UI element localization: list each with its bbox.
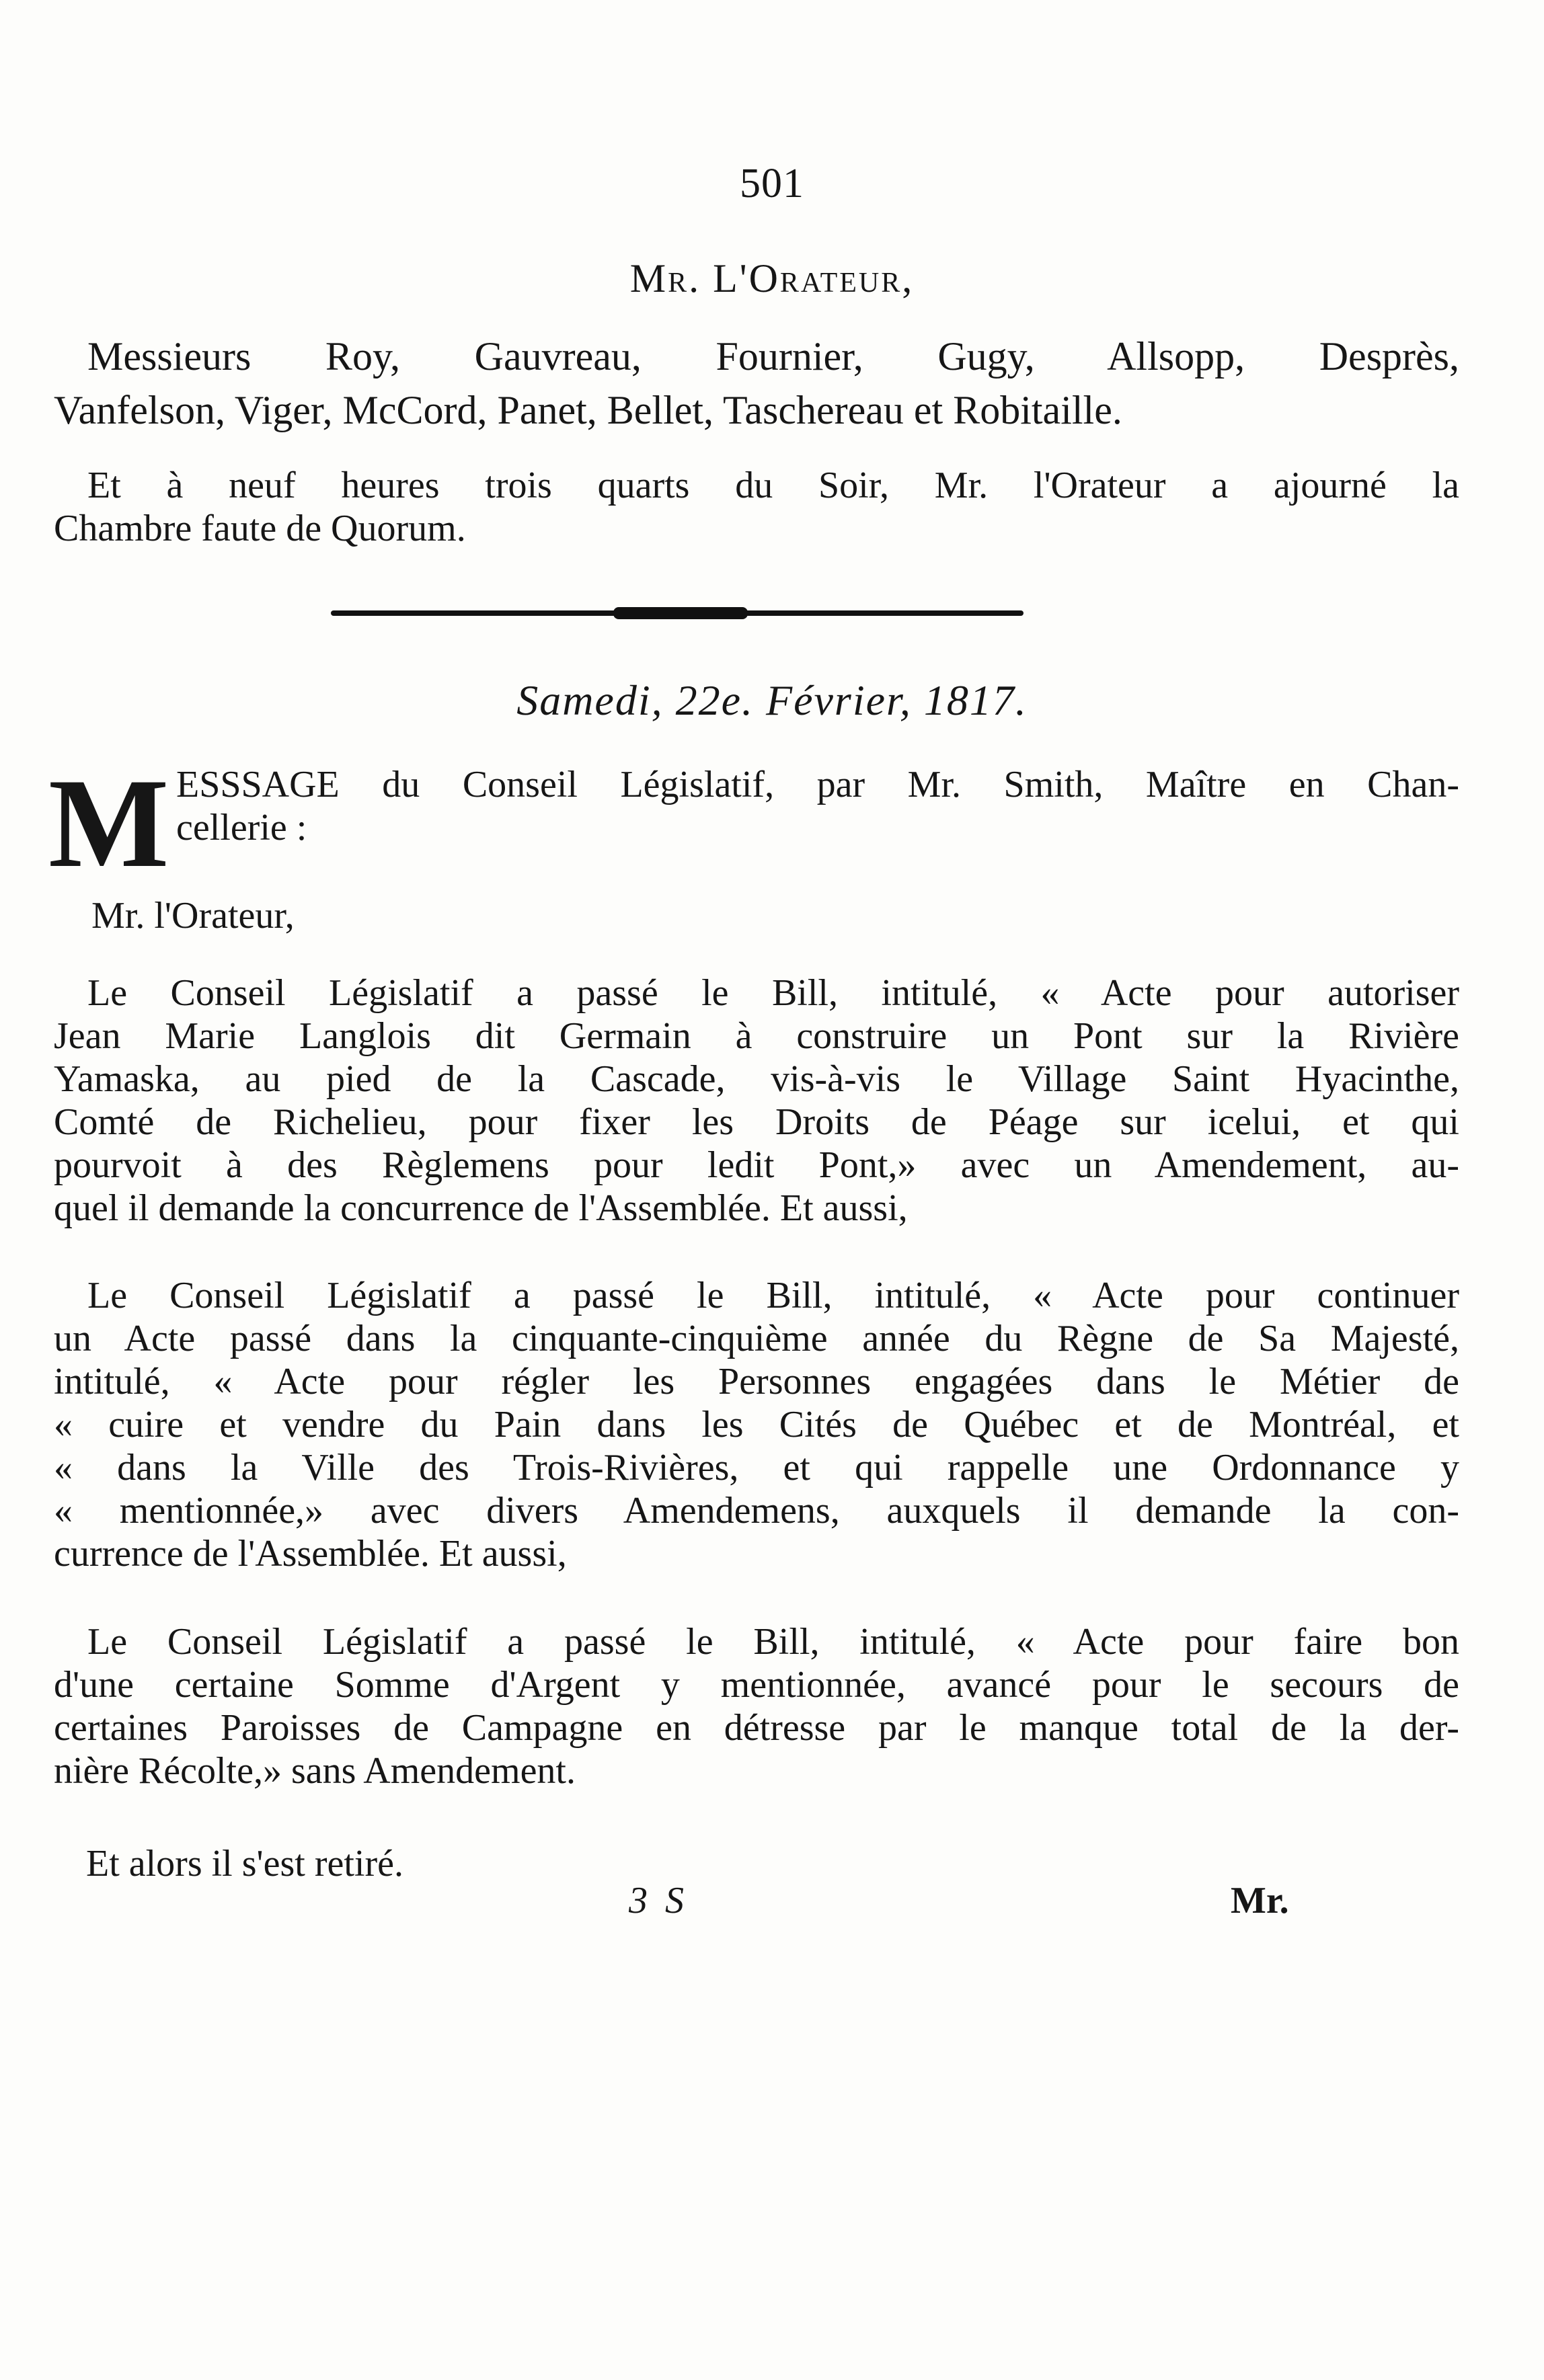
paragraph-line: Le Conseil Législatif a passé le Bill, intitulé, « Acte pour faire bon xyxy=(87,1621,1459,1663)
paragraph-line: Yamaska, au pied de la Cascade, vis-à-vis le Village Saint Hyacinthe, xyxy=(54,1058,1459,1100)
paragraph-line: « cuire et vendre du Pain dans les Cités de Québec et de Montréal, et xyxy=(54,1404,1459,1445)
paragraph-bill-3 xyxy=(54,1620,1459,1792)
paragraph-line: certaines Paroisses de Campagne en détresse par le manque total de la der- xyxy=(54,1707,1459,1749)
paragraph-bill-1 xyxy=(54,971,1459,1230)
paragraph-line: Jean Marie Langlois dit Germain à construire un Pont sur la Rivière xyxy=(54,1015,1459,1057)
paragraph-line: « dans la Ville des Trois-Rivières, et qui rappelle une Ordonnance y xyxy=(54,1447,1459,1489)
closing-line: Et alors il s'est retiré. xyxy=(86,1843,403,1885)
paragraph-line: un Acte passé dans la cinquante-cinquième année du Règne de Sa Majesté, xyxy=(54,1318,1459,1359)
paragraph-bill-2 xyxy=(54,1274,1459,1575)
session-date: Samedi, 22e. Février, 1817. xyxy=(516,676,1028,724)
message-intro xyxy=(176,763,1459,849)
message-line-1: ESSSAGE du Conseil Législatif, par Mr. Smith, Maître en Chan- xyxy=(176,764,1459,805)
paragraph-line: currence de l'Assemblée. Et aussi, xyxy=(54,1533,567,1575)
members-list xyxy=(54,329,1459,437)
paragraph-line: pourvoit à des Règlemens pour ledit Pont,» avec un Amendement, au- xyxy=(54,1144,1459,1186)
drop-cap-letter: M xyxy=(48,753,169,894)
message-line-2: cellerie : xyxy=(176,807,307,848)
adjournment-line-1: Et à neuf heures trois quarts du Soir, Mr. l'Orateur a ajourné la xyxy=(87,465,1459,506)
salutation: Mr. l'Orateur, xyxy=(91,895,295,937)
page-footer xyxy=(0,1879,1544,1926)
members-line-1: Messieurs Roy, Gauvreau, Fournier, Gugy, Allsopp, Desprès, xyxy=(87,334,1459,379)
paragraph-line: « mentionnée,» avec divers Amendemens, auxquels il demande la con- xyxy=(54,1490,1459,1532)
adjournment-paragraph xyxy=(54,464,1459,550)
section-divider-rule xyxy=(331,610,1024,616)
paragraph-line: Le Conseil Législatif a passé le Bill, intitulé, « Acte pour continuer xyxy=(87,1275,1459,1316)
section-heading: Mr. L'Orateur, xyxy=(629,256,915,301)
paragraph-line: intitulé, « Acte pour régler les Personnes engagées dans le Métier de xyxy=(54,1361,1459,1402)
paragraph-line: Comté de Richelieu, pour fixer les Droits de Péage sur icelui, et qui xyxy=(54,1101,1459,1143)
catchword: Mr. xyxy=(1231,1880,1289,1921)
paragraph-line: quel il demande la concurrence de l'Assemblée. Et aussi, xyxy=(54,1187,908,1229)
paragraph-line: d'une certaine Somme d'Argent y mentionnée, avancé pour le secours de xyxy=(54,1664,1459,1706)
members-line-2: Vanfelson, Viger, McCord, Panet, Bellet, Taschereau et Robitaille. xyxy=(54,388,1122,432)
paragraph-line: Le Conseil Législatif a passé le Bill, intitulé, « Acte pour autoriser xyxy=(87,972,1459,1014)
page-number: 501 xyxy=(740,161,804,206)
signature-mark: 3 S xyxy=(629,1880,688,1921)
adjournment-line-2: Chambre faute de Quorum. xyxy=(54,508,466,549)
paragraph-line: nière Récolte,» sans Amendement. xyxy=(54,1750,576,1792)
